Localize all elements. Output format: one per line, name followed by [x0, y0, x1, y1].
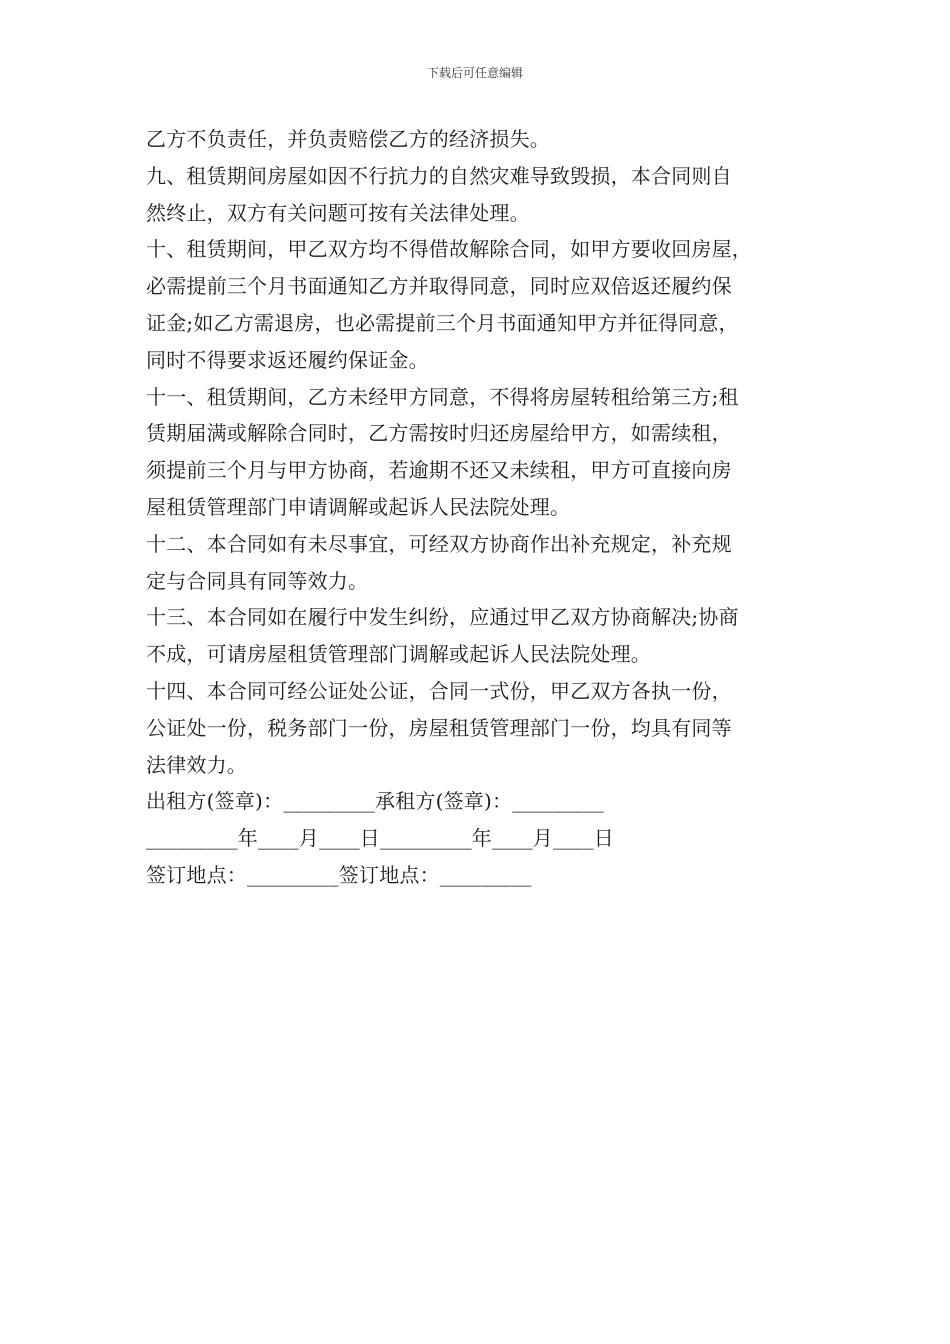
- clause-13-line: 十三、本合同如在履行中发生纠纷，应通过甲乙双方协商解决;协商: [146, 605, 739, 630]
- text-line: 必需提前三个月书面通知乙方并取得同意，同时应双倍返还履约保: [146, 274, 732, 299]
- text-line: 法律效力。: [146, 752, 247, 777]
- text-line: 公证处一份，税务部门一份，房屋租赁管理部门一份，均具有同等: [146, 715, 732, 740]
- contract-body: [146, 121, 812, 894]
- signature-line: 出租方(签章)：_________承租方(签章)：_________: [146, 789, 605, 814]
- text-line: 须提前三个月与甲方协商，若逾期不还又未续租，甲方可直接向房: [146, 458, 732, 483]
- clause-14-line: 十四、本合同可经公证处公证，合同一式份，甲乙双方各执一份，: [146, 678, 732, 703]
- clause-11-line: 十一、租赁期间，乙方未经甲方同意，不得将房屋转租给第三方;租: [146, 384, 739, 409]
- text-line: 屋租赁管理部门申请调解或起诉人民法院处理。: [146, 494, 571, 519]
- date-line: _________年____月____日_________年____月____日: [146, 826, 614, 851]
- text-line: 然终止，双方有关问题可按有关法律处理。: [146, 200, 530, 225]
- page-header: 下载后可任意编辑: [426, 66, 523, 80]
- text-line: 同时不得要求返还履约保证金。: [146, 347, 429, 372]
- text-line: 不成，可请房屋租赁管理部门调解或起诉人民法院处理。: [146, 642, 651, 667]
- text-line: 乙方不负责任，并负责赔偿乙方的经济损失。: [146, 127, 550, 151]
- text-line: 赁期届满或解除合同时，乙方需按时归还房屋给甲方，如需续租，: [146, 421, 732, 446]
- signing-place-line: 签订地点：_________签订地点：_________: [146, 862, 532, 887]
- clause-12-line: 十二、本合同如有未尽事宜，可经双方协商作出补充规定，补充规: [146, 531, 732, 556]
- text-line: 证金;如乙方需退房，也必需提前三个月书面通知甲方并征得同意，: [146, 310, 739, 335]
- clause-10-line: 十、租赁期间，甲乙双方均不得借故解除合同，如甲方要收回房屋，: [146, 237, 752, 262]
- clause-9-line: 九、租赁期间房屋如因不行抗力的自然灾难导致毁损，本合同则自: [146, 163, 732, 188]
- text-line: 定与合同具有同等效力。: [146, 568, 369, 593]
